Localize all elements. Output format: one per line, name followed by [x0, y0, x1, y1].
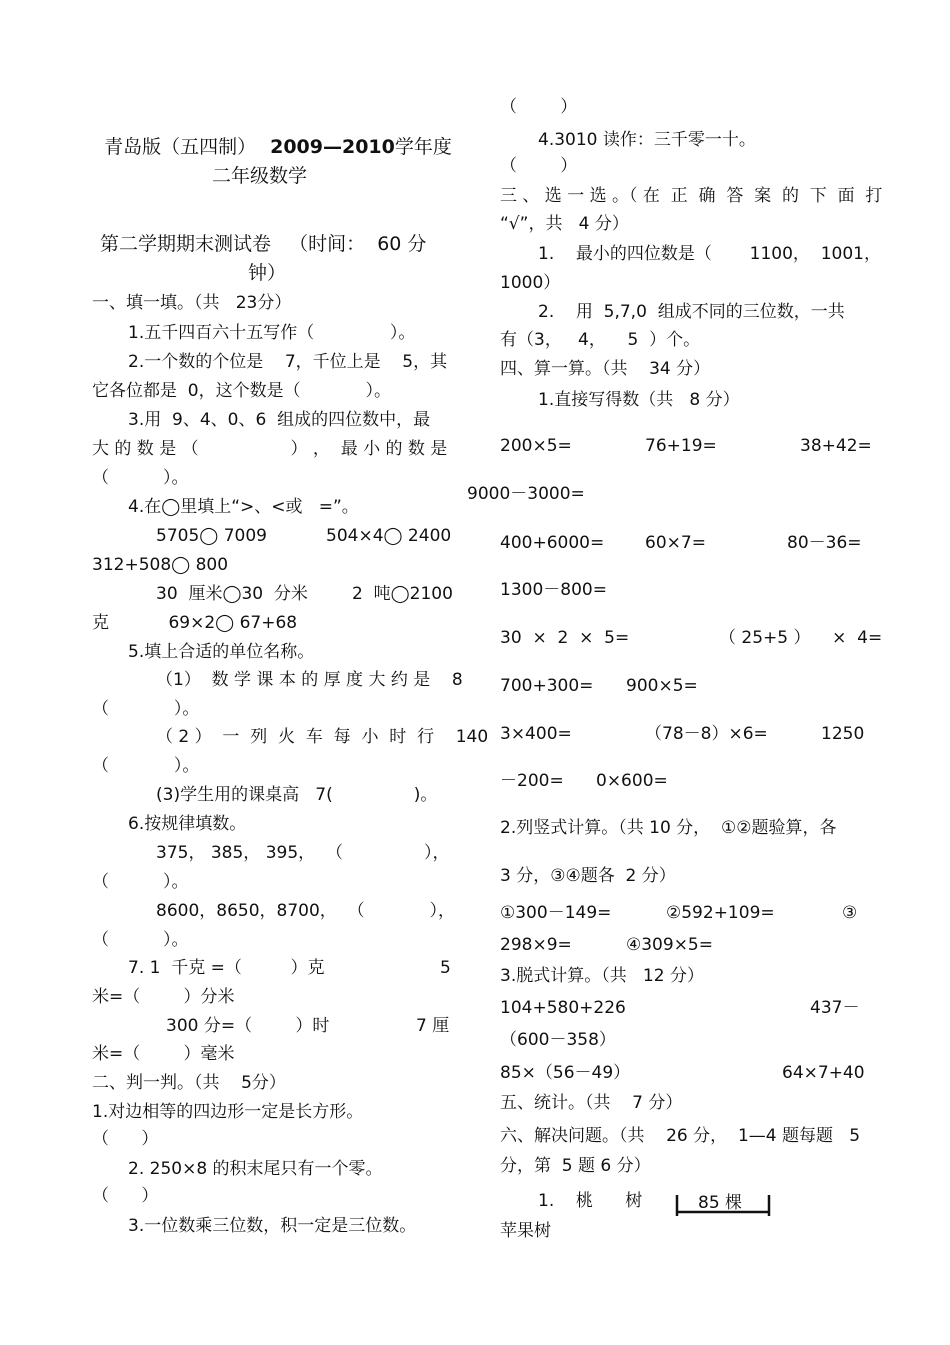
question-7d: 米=（ ）毫米 [92, 1044, 235, 1064]
question-7c: 300 分=（ ）时 [166, 1016, 330, 1036]
question-7c-right: 7 厘 [416, 1016, 450, 1036]
calc-1300-800: 1300－800= [500, 580, 607, 600]
title-years: 2009—2010 [270, 136, 395, 158]
judge-2: 2. 250×8 的积末尾只有一个零。 [128, 1159, 383, 1179]
judge-1: 1.对边相等的四边形一定是长方形。 [92, 1102, 364, 1122]
question-2a: 2.一个数的个位是 7，千位上是 5，其 [128, 352, 448, 372]
calc-25+5x4: （ 25+5 ） × 4= [719, 628, 883, 648]
question-4: 4.在◯里填上“>、<或 =”。 [128, 497, 359, 517]
calc-0x600: 0×600= [596, 771, 668, 791]
judge-3: 3.一位数乘三位数，积一定是三位数。 [128, 1216, 417, 1236]
calc-700+300: 700+300= [500, 676, 594, 696]
choice-2-cont: 有（3， 4， 5 ）个。 [500, 330, 701, 350]
vertical-calc-heading-cont: 3 分，③④题各 2 分） [500, 866, 676, 886]
vertical-calc-heading: 2.列竖式计算。（共 10 分， ①②题验算，各 [500, 818, 837, 838]
section-3-heading: 三 、 选 一 选 。（ 在 正 确 答 案 的 下 面 打 [500, 186, 883, 206]
compare-3: 312+508◯ 800 [92, 555, 229, 575]
judge-2-blank: （ ） [92, 1186, 159, 1206]
calc-78-8x6: （78－8）×6= [645, 724, 768, 744]
question-5-1-blank: （ ）。 [92, 699, 200, 719]
question-5: 5.填上合适的单位名称。 [128, 642, 315, 662]
question-7b: 米=（ ）分米 [92, 987, 235, 1007]
compare-5: 2 吨◯2100 [352, 584, 453, 604]
calc-80-36: 80－36= [787, 533, 862, 553]
calc-38+42: 38+42= [800, 436, 872, 456]
question-6: 6.按规律填数。 [128, 814, 247, 834]
question-3a: 3.用 9、4、0、6 组成的四位数中，最 [128, 410, 431, 430]
compare-1: 5705◯ 7009 [156, 526, 267, 546]
calc-30x2x5: 30 × 2 × 5= [500, 628, 630, 648]
vertical-1: ①300－149= [500, 903, 612, 923]
title-year-suffix: 学年度 [394, 136, 452, 158]
stepwise-heading: 3.脱式计算。（共 12 分） [500, 966, 704, 986]
choice-1-cont: 1000） [500, 273, 561, 293]
question-7a: 7. 1 千克 =（ ）克 [128, 958, 325, 978]
section-3-heading-cont: “√”，共 4 分） [500, 214, 629, 234]
calc-9000-3000: 9000－3000= [467, 484, 585, 504]
word-problem-1: 1. 桃 树 [538, 1191, 643, 1211]
sequence-1: 375， 385， 395， （ ）， [156, 843, 450, 863]
judge-1-blank: （ ） [92, 1129, 159, 1149]
stepwise-1: 104+580+226 [500, 998, 626, 1018]
title-line-1 [92, 114, 452, 158]
section-1-heading: 一、填一填。（共 23分） [92, 293, 292, 313]
vertical-3-label: ③ [842, 903, 858, 923]
calc-60x7: 60×7= [645, 533, 706, 553]
stepwise-4: 64×7+40 [782, 1063, 865, 1083]
calc-1250-cont: －200= [500, 771, 564, 791]
compare-2: 504×4◯ 2400 [326, 526, 452, 546]
section-6-heading: 六、解决问题。（共 26 分， 1—4 题每题 5 [500, 1126, 861, 1146]
judge-4-blank: （ ） [500, 156, 578, 176]
calc-200x5: 200×5= [500, 436, 572, 456]
judge-3-blank: （ ） [500, 97, 578, 117]
compare-4: 30 厘米◯30 分米 [156, 584, 308, 604]
calc-900x5: 900×5= [626, 676, 698, 696]
sequence-2-blank: （ ）。 [92, 930, 189, 950]
judge-4: 4.3010 读作：三千零一十。 [538, 130, 756, 150]
vertical-3: 298×9= [500, 935, 572, 955]
stepwise-3: 85×（56－49） [500, 1063, 631, 1083]
stepwise-2-cont: （600－358） [500, 1030, 616, 1050]
section-4-heading: 四、算一算。（共 34 分） [500, 359, 711, 379]
question-1: 1.五千四百六十五写作（ ）。 [128, 323, 416, 343]
title-exam-cont: 钟） [248, 262, 287, 284]
question-5-1: （1） 数 学 课 本 的 厚 度 大 约 是 8 [156, 670, 463, 690]
section-6-heading-cont: 分，第 5 题 6 分） [500, 1156, 651, 1176]
title-grade: 二年级数学 [212, 165, 308, 187]
section-4-part-1: 1.直接写得数（共 8 分） [538, 390, 740, 410]
sequence-2: 8600，8650，8700， （ ）， [156, 901, 455, 921]
question-5-2: （ 2 ） 一 列 火 车 每 小 时 行 140 [156, 727, 489, 747]
choice-2: 2. 用 5,7,0 组成不同的三位数，一共 [538, 302, 845, 322]
title-exam: 第二学期期末测试卷 （时间： 60 分 [100, 233, 427, 255]
title-publisher: 青岛版（五四制） [104, 136, 257, 158]
question-3c: （ ）。 [92, 468, 189, 488]
question-5-3: (3)学生用的课桌高 7( )。 [156, 785, 438, 805]
choice-1: 1. 最小的四位数是（ 1100， 1001， [538, 244, 881, 264]
question-5-2-blank: （ ）。 [92, 756, 200, 776]
question-3b: 大 的 数 是 （ ） ， 最 小 的 数 是 [92, 439, 448, 459]
section-5-heading: 五、统计。（共 7 分） [500, 1093, 683, 1113]
compare-6: 克 69×2◯ 67+68 [92, 613, 298, 633]
section-2-heading: 二、判一判。（共 5分） [92, 1073, 286, 1093]
calc-400+6000: 400+6000= [500, 533, 605, 553]
sequence-1-blank: （ ）。 [92, 872, 189, 892]
calc-3x400: 3×400= [500, 724, 572, 744]
vertical-2: ②592+109= [666, 903, 775, 923]
question-7a-right: 5 [440, 958, 451, 978]
peach-tree-count: 85 棵 [698, 1193, 743, 1213]
calc-76+19: 76+19= [645, 436, 717, 456]
vertical-4: ④309×5= [626, 935, 713, 955]
stepwise-2: 437－ [810, 998, 860, 1018]
apple-tree-label: 苹果树 [500, 1221, 551, 1241]
calc-1250: 1250 [821, 724, 865, 744]
question-2b: 它各位都是 0，这个数是（ ）。 [92, 381, 391, 401]
